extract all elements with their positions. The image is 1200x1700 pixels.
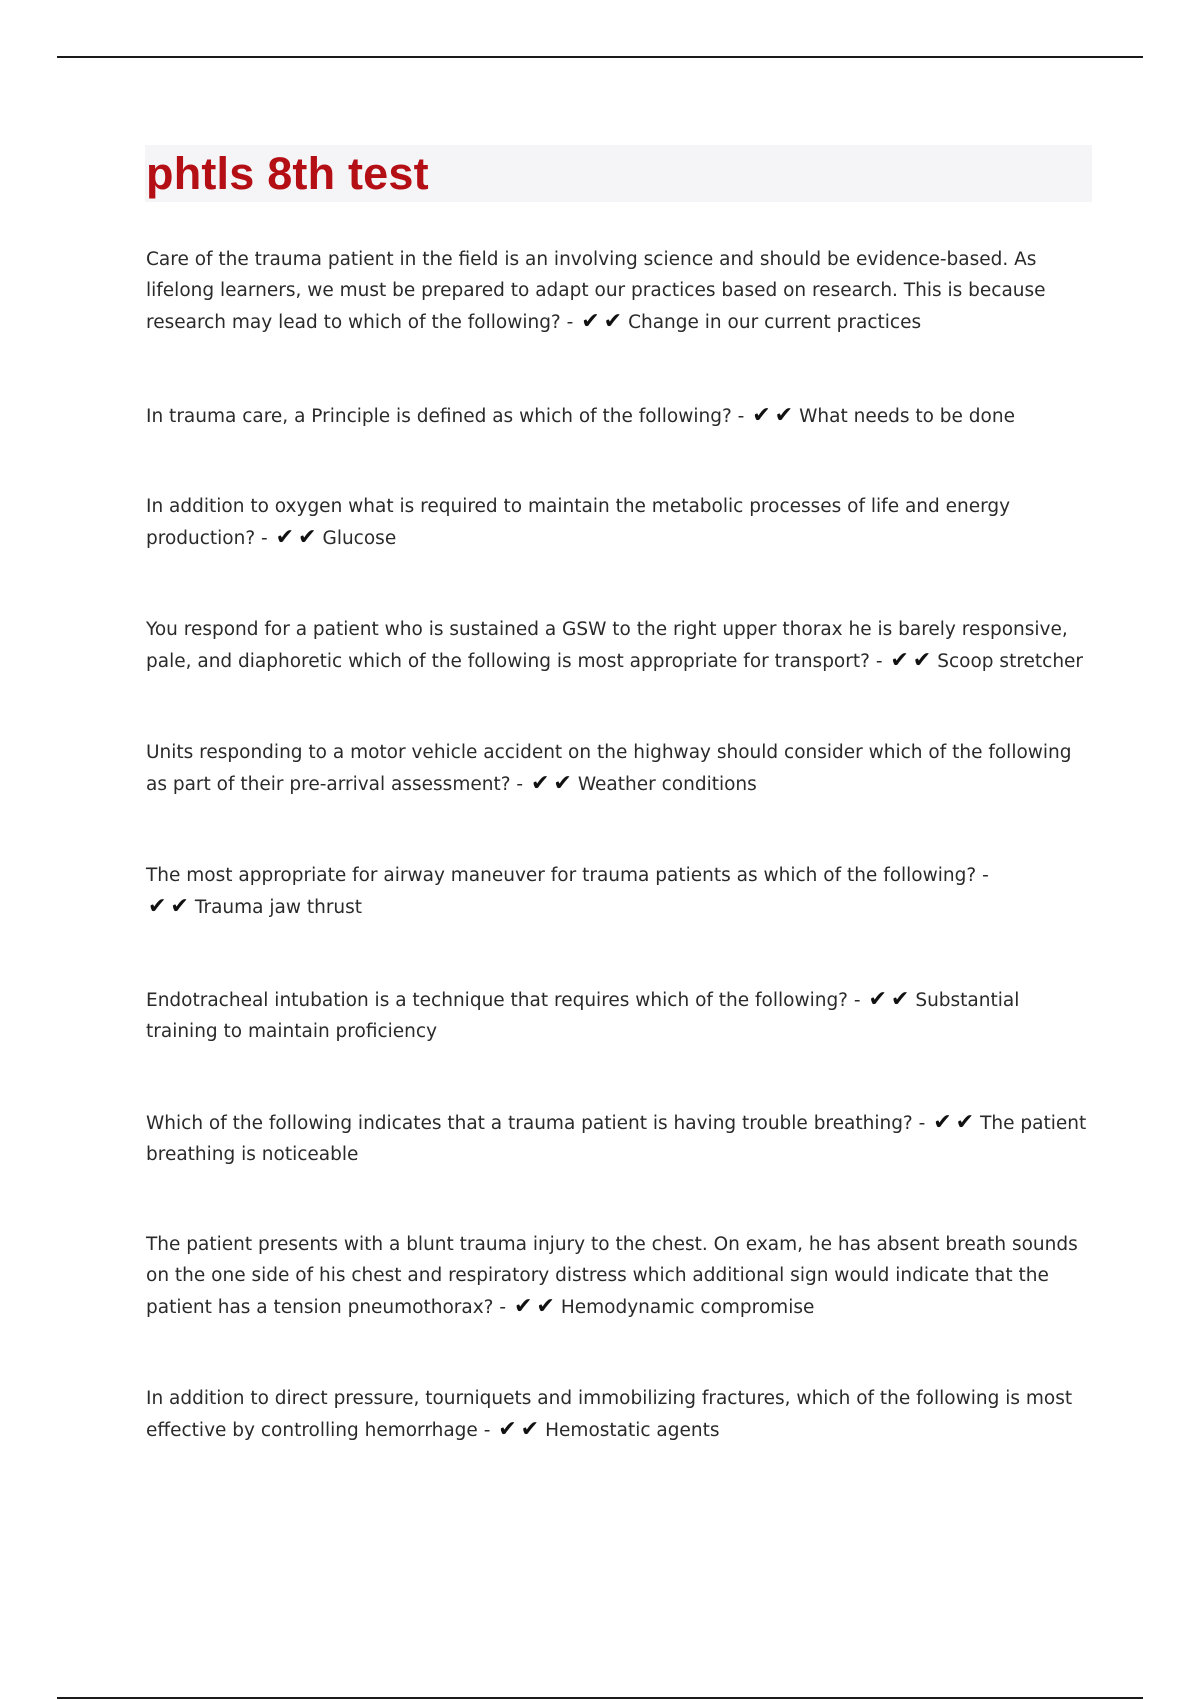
answer-text: Hemostatic agents [545, 1420, 720, 1441]
answer-text: Trauma jaw thrust [194, 897, 363, 918]
separator: - [912, 1113, 932, 1134]
answer-text: What needs to be done [799, 406, 1015, 427]
answer-text: Weather conditions [577, 774, 757, 795]
qa-item-5 [146, 737, 1096, 800]
qa-item-4 [146, 614, 1096, 677]
top-rule [57, 56, 1143, 58]
double-check-icon: ✔✔ [868, 987, 914, 1012]
separator: - [477, 1420, 497, 1441]
separator: - [731, 406, 751, 427]
qa-item-7 [146, 984, 1096, 1047]
question-text: In addition to oxygen what is required to maintain the metabolic processes of life and energy production? [146, 496, 1011, 549]
qa-item-2 [146, 400, 1096, 432]
qa-item-9 [146, 1229, 1096, 1323]
qa-item-10 [146, 1383, 1096, 1446]
bottom-rule [57, 1697, 1143, 1699]
page-title: phtls 8th test [146, 148, 429, 199]
question-text: The most appropriate for airway maneuver for trauma patients as which of the following? [146, 865, 977, 886]
double-check-icon: ✔✔ [513, 1294, 559, 1319]
question-text: Which of the following indicates that a trauma patient is having trouble breathing? [146, 1113, 913, 1134]
double-check-icon: ✔✔ [498, 1417, 544, 1442]
separator: - [255, 528, 274, 549]
separator: - [560, 312, 580, 333]
question-text: Endotracheal intubation is a technique that requires which of the following? [146, 990, 849, 1011]
question-text: You respond for a patient who is sustained a GSW to the right upper thorax he is barely responsive, pale, and diaphoretic which of the following is most appropriate for transport? [146, 619, 1068, 672]
separator: - [869, 651, 889, 672]
answer-text: Glucose [322, 528, 397, 549]
question-text: In addition to direct pressure, tourniquets and immobilizing fractures, which of the following is most effective by controlling hemorrhage [146, 1388, 1073, 1441]
separator: - [848, 990, 867, 1011]
answer-text: Substantial training to maintain proficiency [146, 990, 1020, 1042]
question-text: Care of the trauma patient in the field is an involving science and should be evidence-based. As lifelong learners, we must be prepared to adapt our practices based on research. This is because research may lead to which of the following? [146, 249, 1046, 333]
double-check-icon: ✔✔ [890, 648, 936, 673]
separator: - [493, 1297, 512, 1318]
answer-text: Change in our current practices [628, 312, 922, 333]
double-check-icon: ✔✔ [581, 309, 627, 334]
qa-item-6 [146, 860, 1096, 923]
question-text: The patient presents with a blunt trauma injury to the chest. On exam, he has absent breath sounds on the one side of his chest and respiratory distress which additional sign would indicate that the patient has a tension pneumothorax? [146, 1234, 1078, 1318]
qa-item-1 [146, 244, 1096, 338]
double-check-icon: ✔✔ [752, 403, 798, 428]
answer-text: Hemodynamic compromise [560, 1297, 815, 1318]
double-check-icon: ✔✔ [148, 894, 193, 919]
qa-item-8 [146, 1107, 1096, 1170]
separator: - [976, 865, 989, 886]
question-text: Units responding to a motor vehicle accident on the highway should consider which of the following as part of their pre-arrival assessment? [146, 742, 1072, 795]
double-check-icon: ✔✔ [530, 771, 576, 796]
qa-item-3 [146, 491, 1096, 554]
answer-text: Scoop stretcher [937, 651, 1084, 672]
double-check-icon: ✔✔ [933, 1110, 979, 1135]
double-check-icon: ✔✔ [275, 525, 321, 550]
answer-text: The patient breathing is noticeable [146, 1113, 1087, 1165]
separator: - [510, 774, 529, 795]
question-text: In trauma care, a Principle is defined as which of the following? [146, 406, 732, 427]
